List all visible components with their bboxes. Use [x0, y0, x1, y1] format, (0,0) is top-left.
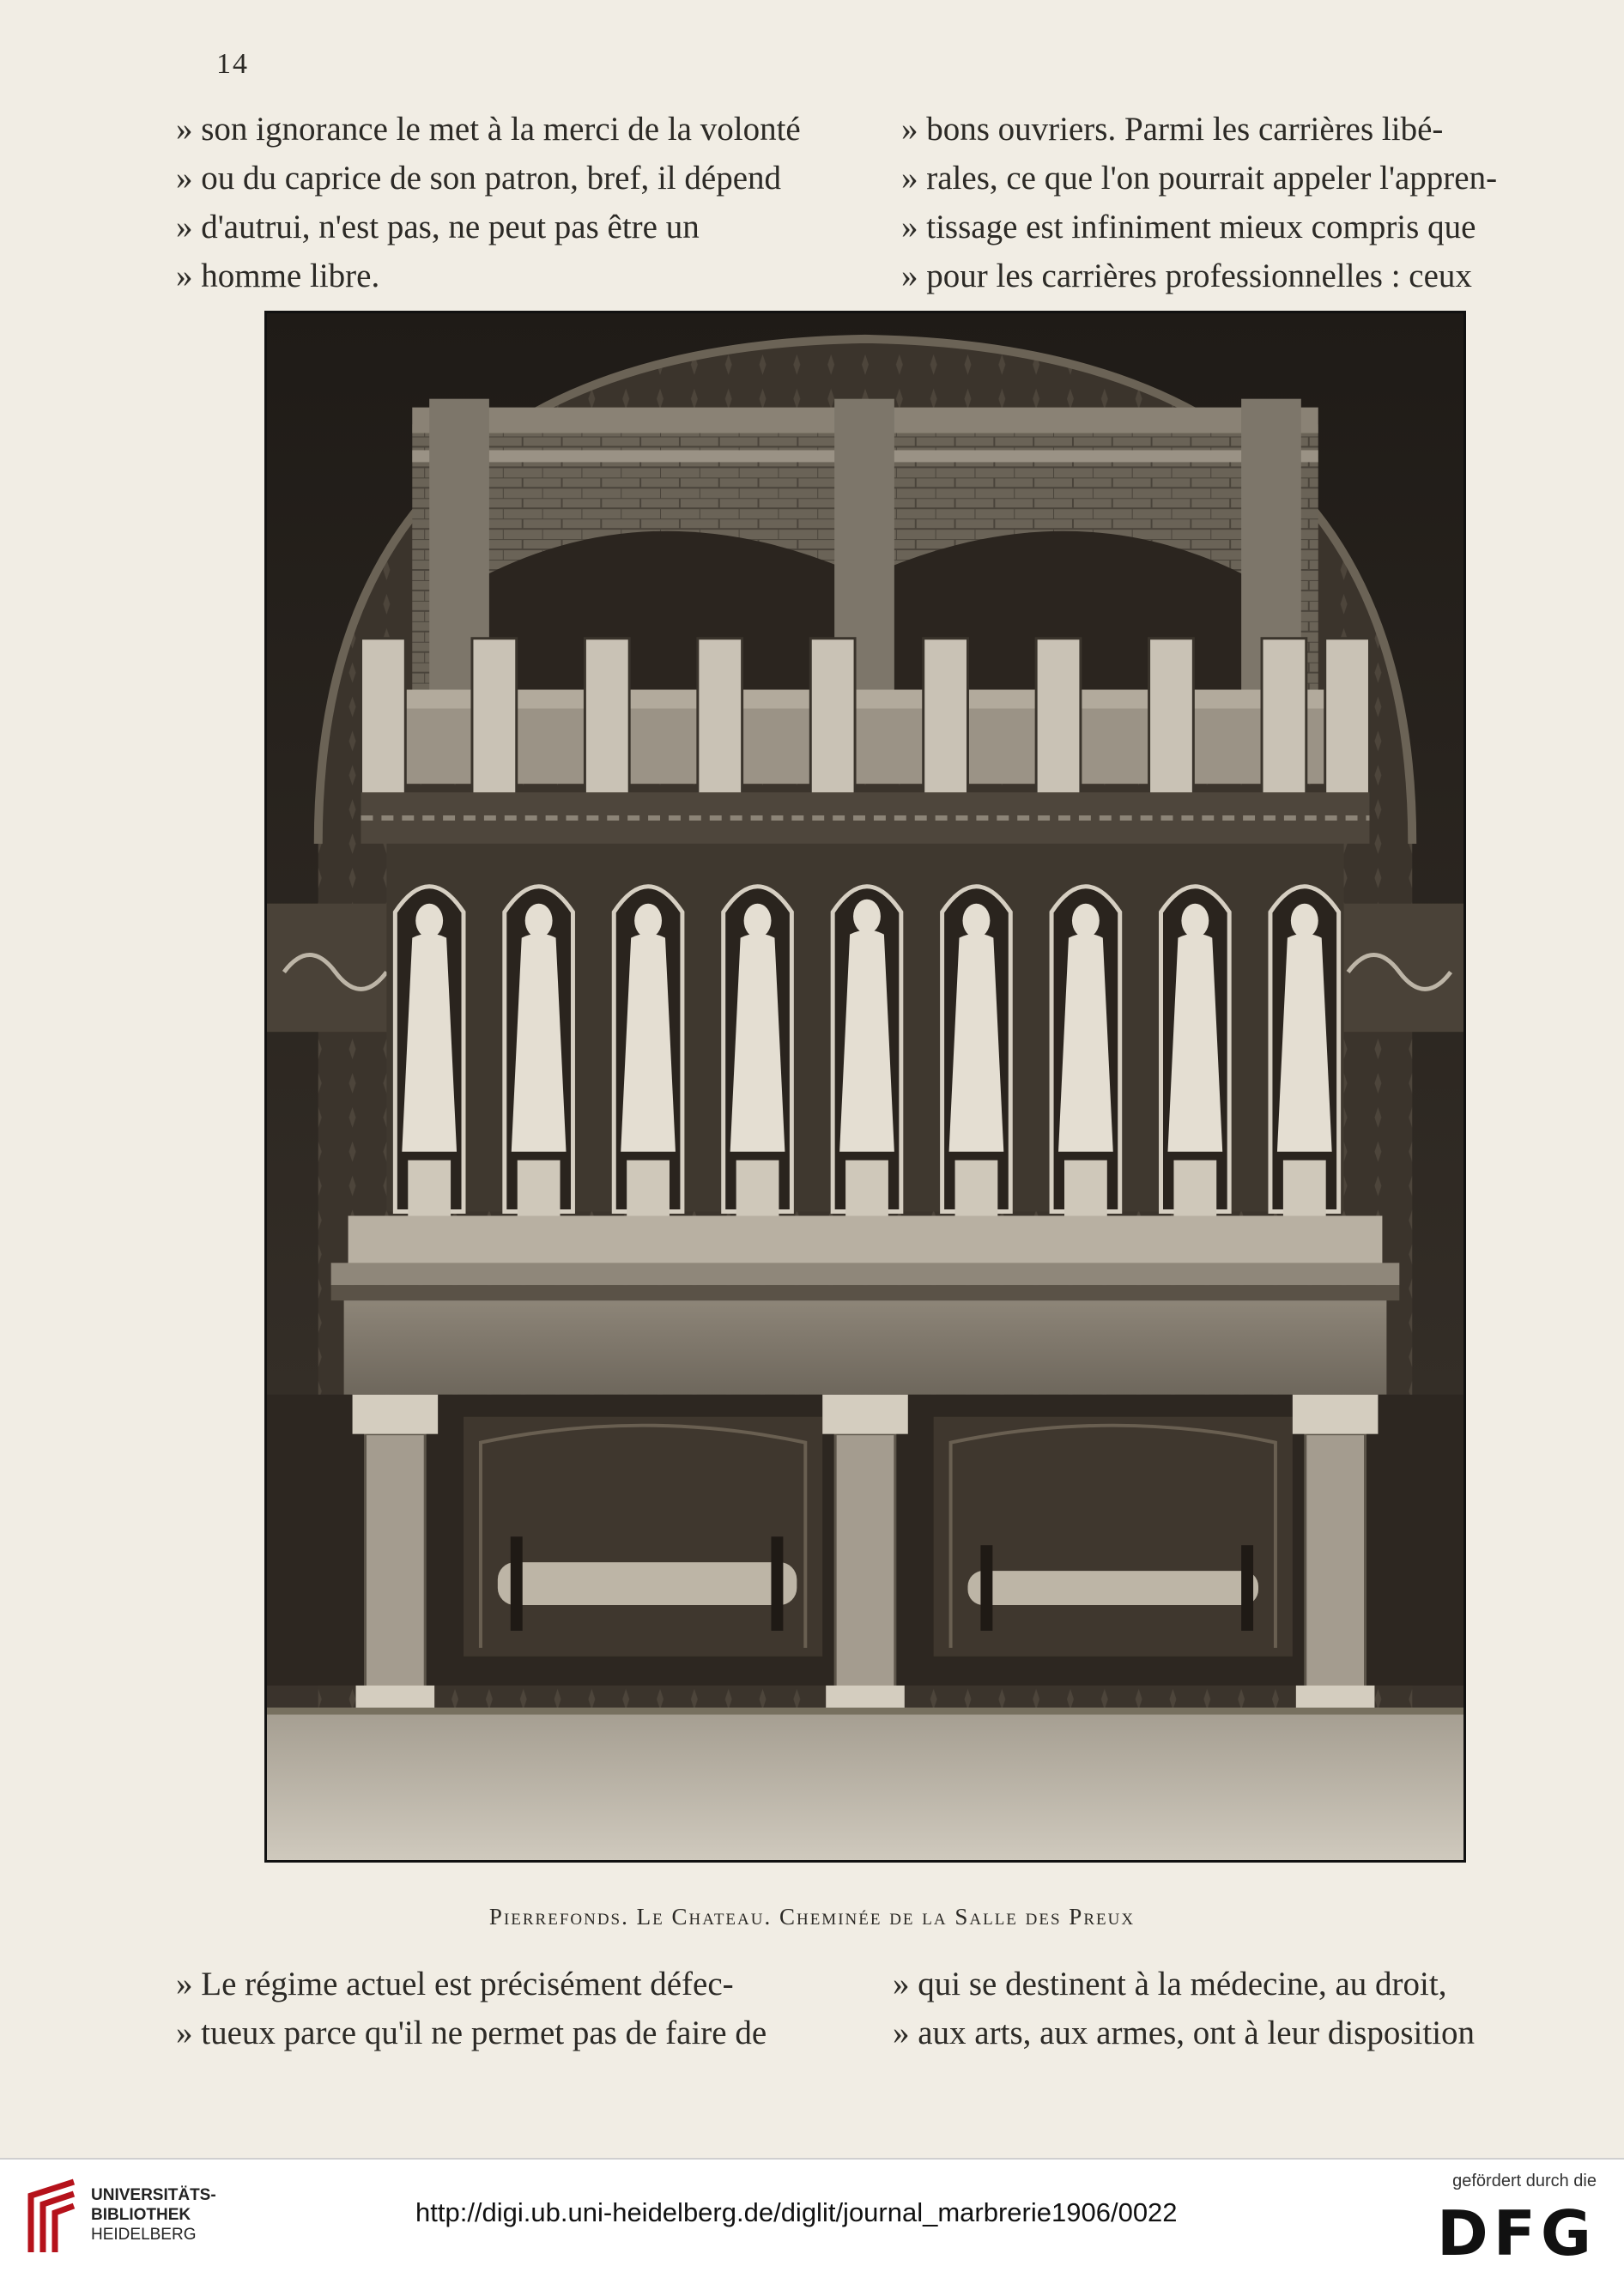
text-line: » d'autrui, n'est pas, ne peut pas être un — [176, 209, 700, 245]
library-name — [91, 2185, 216, 2245]
document-url-link[interactable]: http://digi.ub.uni-heidelberg.de/diglit/journal_marbrerie1906/0022 — [415, 2197, 1178, 2227]
text-line: » tissage est infiniment mieux compris que — [901, 209, 1476, 245]
page-number: 14 — [216, 48, 249, 80]
text-column-bottom-right — [893, 1960, 1562, 2057]
text-column-top-right — [901, 105, 1562, 300]
text-line: » Le régime actuel est précisément défec- — [176, 1966, 734, 2002]
fireplace-photograph — [264, 311, 1466, 1863]
viewer-footer — [0, 2158, 1624, 2272]
library-name-line: HEIDELBERG — [91, 2226, 197, 2244]
text-line: » rales, ce que l'on pourrait appeler l'appren- — [901, 160, 1498, 197]
funder-note: gefördert durch die — [1452, 2172, 1597, 2190]
dfg-logo: DFG — [1436, 2197, 1597, 2269]
text-line: » tueux parce qu'il ne permet pas de faire de — [176, 2015, 767, 2051]
text-line: » aux arts, aux armes, ont à leur disposition — [893, 2015, 1476, 2051]
library-name-line: BIBLIOTHEK — [91, 2206, 191, 2224]
figure-caption: Pierrefonds. Le Chateau. Cheminée de la Salle des Preux — [488, 1904, 1136, 1930]
fireplace-illustration — [267, 313, 1463, 1860]
text-line: » qui se destinent à la médecine, au droit, — [893, 1966, 1447, 2002]
text-line: » homme libre. — [176, 257, 380, 294]
text-column-top-left — [176, 105, 837, 300]
text-column-bottom-left — [176, 1960, 837, 2057]
text-line: » son ignorance le met à la merci de la volonté — [176, 111, 801, 148]
text-line: » bons ouvriers. Parmi les carrières libé- — [901, 111, 1444, 148]
library-logo-icon — [26, 2178, 79, 2256]
library-name-line: UNIVERSITÄTS- — [91, 2186, 216, 2204]
text-line: » ou du caprice de son patron, bref, il dépend — [176, 160, 782, 197]
text-line: » pour les carrières professionnelles : ceux — [901, 257, 1472, 294]
